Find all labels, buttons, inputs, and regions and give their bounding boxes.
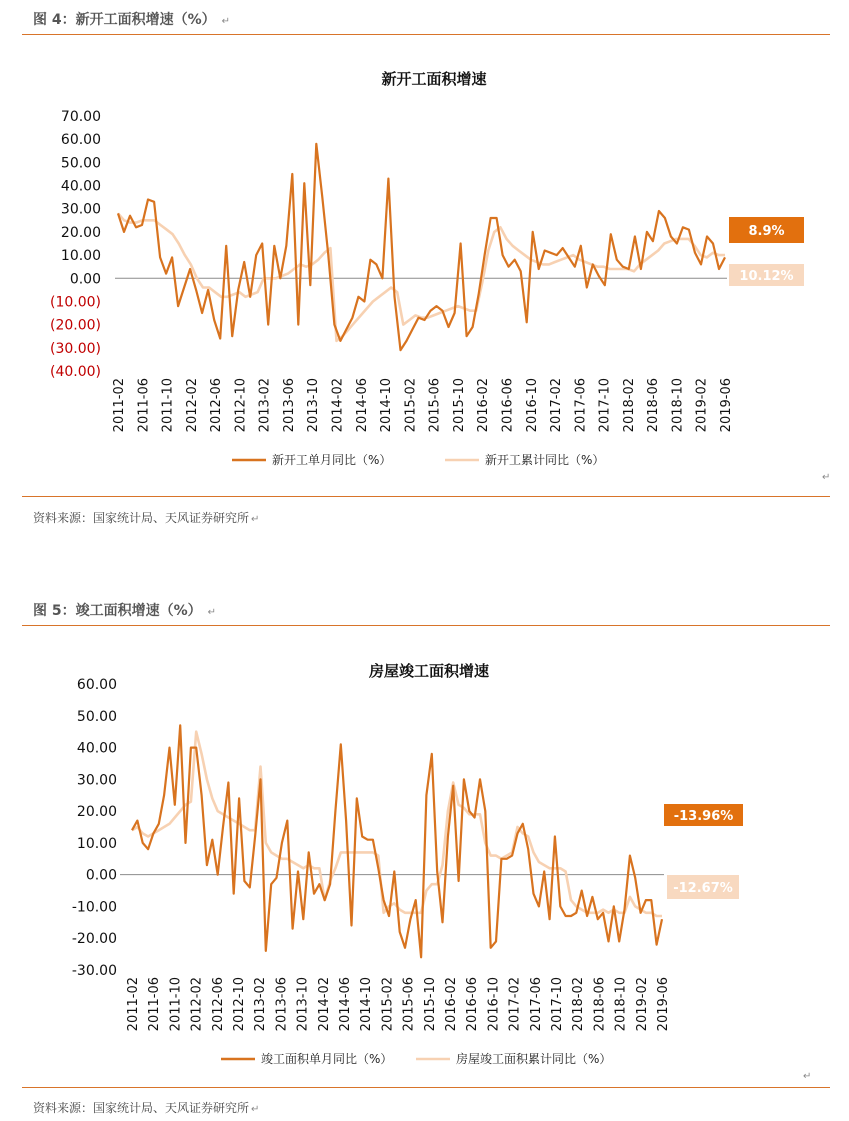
chart-title: 新开工面积增速	[381, 70, 487, 88]
annotation-label: 10.12%	[739, 269, 794, 284]
figure4-source	[33, 509, 259, 526]
x-tick-label: 2012-06	[209, 378, 225, 433]
y-tick-label: 20.00	[60, 224, 101, 241]
figure4-source-text: 资料来源：国家统计局、天风证券研究所	[33, 511, 250, 525]
x-tick-label: 2012-10	[233, 378, 249, 433]
x-tick-label: 2016-02	[444, 977, 459, 1032]
y-tick-label: (20.00)	[49, 317, 101, 334]
figure5-source-text: 资料来源：国家统计局、天风证券研究所	[33, 1101, 250, 1115]
legend-label: 房屋竣工面积累计同比（%）	[456, 1052, 612, 1066]
x-tick-label: 2012-02	[184, 378, 200, 433]
x-tick-label: 2011-02	[112, 378, 127, 433]
x-tick-label: 2011-10	[168, 977, 184, 1032]
x-tick-label: 2014-02	[316, 977, 332, 1032]
y-tick-label: (40.00)	[49, 364, 101, 380]
x-tick-label: 2018-02	[571, 977, 587, 1032]
paragraph-mark: ↵	[207, 607, 217, 618]
y-tick-label: 40.00	[60, 178, 101, 195]
y-tick-label: 0.00	[85, 867, 117, 884]
y-tick-label: 30.00	[76, 772, 117, 789]
annotation-label: 8.9%	[748, 224, 785, 239]
x-tick-label: 2017-06	[573, 378, 589, 433]
x-tick-label: 2012-02	[189, 977, 205, 1032]
paragraph-mark: ↵	[251, 514, 260, 525]
y-tick-label: 0.00	[69, 271, 101, 288]
annotation-label: -12.67%	[673, 881, 733, 896]
figure5-top-rule	[22, 625, 830, 626]
x-tick-label: 2015-06	[427, 378, 443, 433]
x-tick-label: 2019-02	[634, 977, 650, 1032]
x-tick-label: 2011-02	[126, 977, 141, 1032]
x-tick-label: 2013-06	[281, 378, 297, 433]
x-tick-label: 2014-02	[330, 378, 346, 433]
y-tick-label: 60.00	[76, 677, 117, 693]
x-tick-label: 2016-10	[524, 378, 540, 433]
y-tick-label: 10.00	[60, 248, 101, 265]
x-tick-label: 2015-06	[401, 977, 417, 1032]
x-tick-label: 2016-06	[500, 378, 516, 433]
x-tick-label: 2012-10	[232, 977, 247, 1032]
legend-label: 新开工累计同比（%）	[485, 453, 605, 467]
y-tick-label: 20.00	[76, 804, 117, 821]
x-tick-label: 2017-06	[528, 977, 544, 1032]
x-tick-label: 2015-10	[422, 977, 438, 1032]
x-tick-label: 2011-10	[160, 378, 176, 433]
figure5-chart	[22, 627, 830, 1085]
y-tick-label: 10.00	[76, 835, 117, 852]
x-tick-label: 2016-02	[476, 378, 492, 433]
x-tick-label: 2018-10	[613, 977, 629, 1032]
figure4-caption-text: 图 4：新开工面积增速（%）	[33, 12, 216, 28]
x-tick-label: 2017-10	[550, 977, 565, 1032]
x-tick-label: 2013-02	[257, 378, 273, 433]
x-tick-label: 2014-06	[338, 977, 353, 1032]
x-tick-label: 2015-02	[380, 977, 396, 1032]
figure4-top-rule	[22, 34, 830, 35]
y-tick-label: 50.00	[60, 155, 101, 172]
figure4-bottom-rule	[22, 496, 830, 497]
x-tick-label: 2013-10	[306, 378, 322, 433]
x-tick-label: 2013-02	[253, 977, 269, 1032]
x-tick-label: 2014-10	[379, 378, 395, 433]
x-tick-label: 2016-10	[486, 977, 502, 1032]
x-tick-label: 2014-10	[359, 977, 375, 1032]
annotation-label: -13.96%	[673, 809, 734, 824]
y-tick-label: 50.00	[76, 708, 117, 725]
series-line-monthly	[118, 144, 725, 350]
legend-label: 新开工单月同比（%）	[272, 453, 392, 467]
figure5-caption-text: 图 5：竣工面积增速（%）	[33, 603, 202, 619]
x-tick-label: 2018-10	[670, 378, 686, 433]
x-tick-label: 2019-02	[694, 378, 710, 433]
x-tick-label: 2017-02	[549, 378, 565, 433]
legend-label: 竣工面积单月同比（%）	[261, 1052, 393, 1066]
x-tick-label: 2011-06	[147, 977, 163, 1032]
x-tick-label: 2018-06	[592, 977, 608, 1032]
chart-title: 房屋竣工面积增速	[368, 662, 490, 680]
paragraph-mark: ↵	[251, 1104, 260, 1115]
x-tick-label: 2018-06	[646, 378, 662, 433]
paragraph-mark: ↵	[221, 16, 231, 27]
x-tick-label: 2013-10	[295, 977, 311, 1032]
y-tick-label: 40.00	[76, 740, 117, 757]
x-tick-label: 2014-06	[354, 378, 370, 433]
series-line-cumulative	[118, 213, 725, 341]
y-tick-label: -10.00	[71, 899, 117, 916]
y-tick-label: -30.00	[71, 963, 117, 979]
figure5-bottom-rule	[22, 1087, 830, 1088]
series-line-monthly	[132, 725, 662, 957]
y-tick-label: -20.00	[71, 931, 117, 948]
x-tick-label: 2011-06	[136, 378, 152, 433]
figure5-caption	[33, 600, 216, 620]
x-tick-label: 2017-10	[597, 378, 613, 433]
y-tick-label: 60.00	[60, 132, 101, 149]
y-tick-label: (10.00)	[49, 294, 101, 311]
figure4-return-mark: ↵	[822, 472, 831, 483]
y-tick-label: 30.00	[60, 201, 101, 218]
figure4-chart	[22, 36, 830, 494]
x-tick-label: 2013-06	[274, 977, 290, 1032]
x-tick-label: 2012-06	[210, 977, 226, 1032]
figure5-source	[33, 1099, 259, 1116]
x-tick-label: 2019-06	[656, 977, 671, 1032]
x-tick-label: 2015-02	[403, 378, 419, 433]
x-tick-label: 2018-02	[621, 378, 637, 433]
figure5-return-mark: ↵	[803, 1071, 812, 1082]
x-tick-label: 2016-06	[465, 977, 481, 1032]
series-line-cumulative	[132, 732, 662, 916]
figure4-caption	[33, 9, 230, 29]
x-tick-label: 2019-06	[719, 378, 734, 433]
y-tick-label: (30.00)	[49, 340, 101, 357]
x-tick-label: 2017-02	[507, 977, 523, 1032]
x-tick-label: 2015-10	[451, 378, 467, 433]
y-tick-label: 70.00	[60, 109, 101, 125]
